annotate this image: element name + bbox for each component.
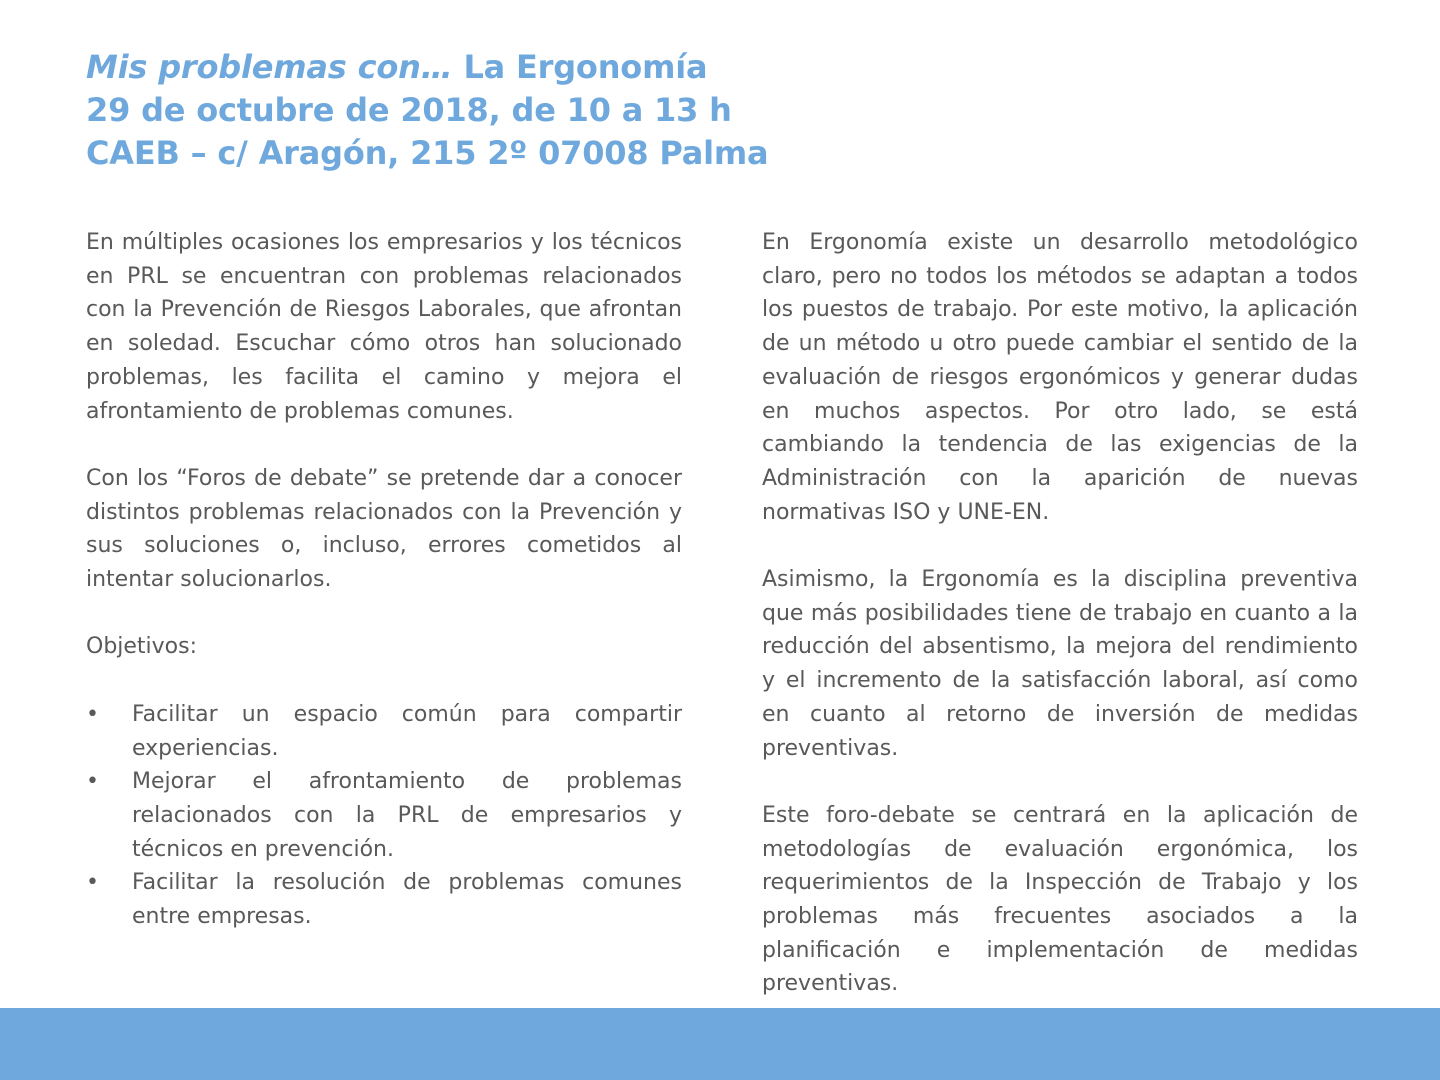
list-item [86,765,682,866]
objective-text: Facilitar la resolución de problemas comunes entre empresas. [132,870,682,930]
objective-text: Mejorar el afrontamiento de problemas relacionados con la PRL de empresarios y técnicos en prevención. [132,769,682,862]
event-header [86,46,1366,175]
intro-paragraph: En múltiples ocasiones los empresarios y los técnicos en PRL se encuentran con problemas relacionados con la Prevención de Riesgos Laborales, que afrontan en soledad. Escuchar cómo otros han solucionado problemas, les facilita el camino y mejora el afrontamiento de problemas comunes. [86,230,682,424]
discipline-paragraph: Asimismo, la Ergonomía es la disciplina preventiva que más posibilidades tiene de trabajo en cuanto a la reducción del absentismo, la mejora del rendimiento y el incremento de la satisfacción laboral, así como en cuanto al retorno de inversión de medidas preventivas. [762,567,1358,761]
event-title-italic: Mis problemas con… [86,48,453,86]
event-location: CAEB – c/ Aragón, 215 2º 07008 Palma [86,134,769,172]
list-item [86,866,682,933]
focus-paragraph: Este foro-debate se centrará en la aplicación de metodologías de evaluación ergonómica, los requerimientos de la Inspección de Trabajo y los problemas más frecuentes asociados a la planificación e implementación de medidas preventivas. [762,802,1358,997]
objectives-label: Objetivos: [86,634,198,660]
list-item [86,698,682,765]
event-title-topic: La Ergonomía [452,48,708,86]
right-column [762,226,1358,1035]
bullet-icon: • [86,870,99,896]
bullet-icon: • [86,701,99,727]
methodology-paragraph: En Ergonomía existe un desarrollo metodológico claro, pero no todos los métodos se adaptan a todos los puestos de trabajo. Por este motivo, la aplicación de un método u otro puede cambiar el sentido de la evaluación de riesgos ergonómicos y generar dudas en muchos aspectos. Por otro lado, se está cambiando la tendencia de las exigencias de la Administración con la aparición de nuevas normativas ISO y UNE-EN. [762,230,1358,525]
objective-text: Facilitar un espacio común para compartir experiencias. [132,701,682,761]
footer-band [0,1008,1440,1080]
left-column [86,226,682,934]
event-title [86,46,1366,89]
forums-paragraph: Con los “Foros de debate” se pretende dar a conocer distintos problemas relacionados con la Prevención y sus soluciones o, incluso, errores cometidos al intentar solucionarlos. [86,465,682,593]
bullet-icon: • [86,769,99,795]
objectives-list [86,698,682,934]
event-date: 29 de octubre de 2018, de 10 a 13 h [86,91,732,129]
